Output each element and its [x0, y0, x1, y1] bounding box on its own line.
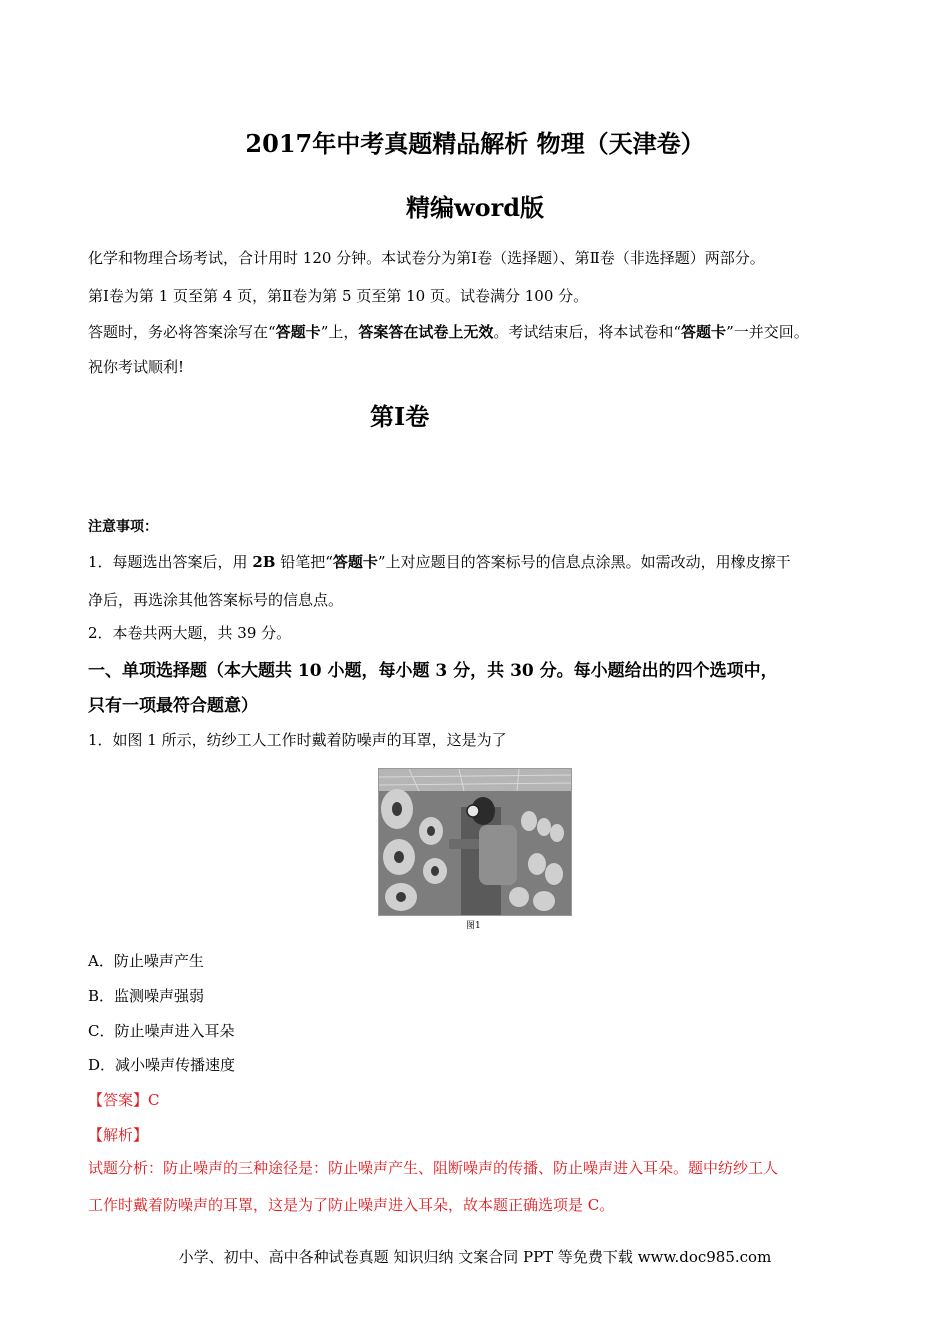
intro-line-3: [88, 321, 809, 342]
intro-line-1: 化学和物理合场考试，合计用时 120 分钟。本试卷分为第Ⅰ卷（选择题）、第Ⅱ卷（非选择题）两部分。: [88, 249, 765, 267]
answer-label: 【答案】C: [88, 1091, 160, 1109]
notes-heading: 注意事项：: [88, 519, 158, 535]
intro-text: 答题时，务必将答案涂写在“: [88, 323, 276, 341]
option-c: C．防止噪声进入耳朵: [88, 1022, 235, 1040]
part1-heading: 一、单项选择题（本大题共 10 小题，每小题 3 分，共 30 分。每小题给出的四个选项中，: [88, 661, 778, 681]
section-title: 第Ⅰ卷: [370, 402, 430, 431]
spinning-worker-photo: [378, 768, 572, 916]
intro-line-4: 祝你考试顺利!: [88, 358, 185, 376]
notes-item-1: [88, 551, 791, 572]
analysis-line-2: 工作时戴着防噪声的耳罩，这是为了防止噪声进入耳朵，故本题正确选项是 C。: [88, 1196, 615, 1214]
notes-text: ”上对应题目的答案标号的信息点涂黑。如需改动，用橡皮擦干: [377, 553, 791, 571]
notes-item-2: 2．本卷共两大题，共 39 分。: [88, 624, 292, 642]
option-b: B．监测噪声强弱: [88, 987, 205, 1005]
photo-illustration: [379, 769, 571, 915]
answer-card-term: 答题卡: [681, 323, 727, 341]
answer-card-term: 答题卡: [275, 323, 321, 341]
invalid-warning: 答案答在试卷上无效: [358, 323, 494, 341]
analysis-line-1: 试题分析：防止噪声的三种途径是：防止噪声产生、阻断噪声的传播、防止噪声进入耳朵。题中纺纱工人: [88, 1159, 779, 1177]
intro-line-2: 第Ⅰ卷为第 1 页至第 4 页，第Ⅱ卷为第 5 页至第 10 页。试卷满分 100 分。: [88, 287, 589, 305]
notes-item-1-cont: 净后，再选涂其他答案标号的信息点。: [88, 591, 344, 609]
part1-heading-cont: 只有一项最符合题意）: [88, 696, 258, 716]
pencil-type: 2B: [252, 553, 276, 571]
figure-caption: 图1: [466, 921, 481, 931]
document-title: 2017年中考真题精品解析 物理（天津卷）: [245, 129, 705, 158]
intro-text: ”一并交回。: [726, 323, 809, 341]
option-a: A．防止噪声产生: [88, 952, 204, 970]
notes-text: 1．每题选出答案后，用: [88, 553, 253, 571]
intro-text: ”上，: [320, 323, 359, 341]
notes-text: 铅笔把“: [275, 553, 333, 571]
page-footer: 小学、初中、高中各种试卷真题 知识归纳 文案合同 PPT 等免费下载 www.doc985.com: [178, 1248, 772, 1266]
analysis-label: 【解析】: [88, 1126, 149, 1144]
intro-text: 。考试结束后，将本试卷和“: [493, 323, 682, 341]
option-d: D．减小噪声传播速度: [88, 1056, 236, 1074]
question-1-stem: 1．如图 1 所示，纺纱工人工作时戴着防噪声的耳罩，这是为了: [88, 731, 507, 749]
document-subtitle: 精编word版: [405, 193, 545, 222]
answer-card-term: 答题卡: [332, 553, 378, 571]
